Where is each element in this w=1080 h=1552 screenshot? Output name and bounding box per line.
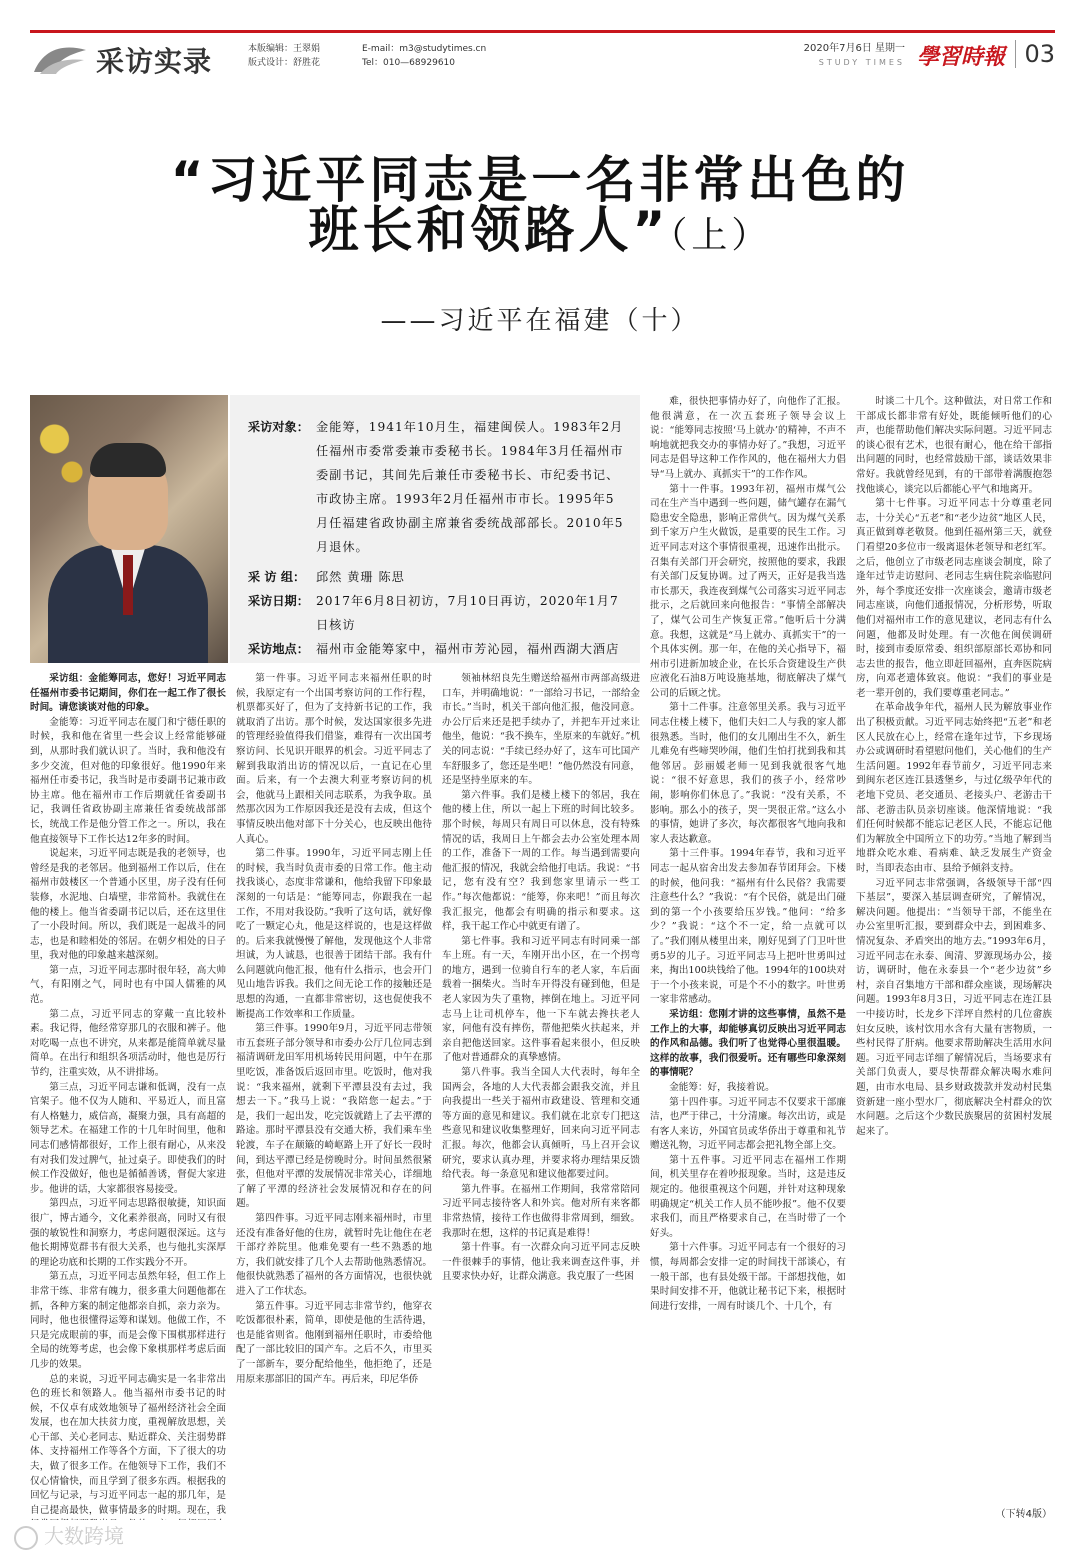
watermark-text: 大数跨境 <box>44 1524 124 1548</box>
info-label: 采访地点： <box>248 642 309 656</box>
headline-text: 班长和领路人” <box>308 201 670 259</box>
photo-tie <box>123 555 133 615</box>
watermark <box>14 1520 124 1550</box>
interview-question: 采访组：您刚才讲的这些事情，虽然不是工作上的大事，却能够真切反映出习近平同志的作风和品德。我们听了也觉得心里很温暖。这样的故事，我们很爱听。还有哪些印象深刻的事情呢？ <box>650 1008 846 1079</box>
continuation-note: （下转4版） <box>995 1509 1052 1520</box>
paper-name-en: STUDY TIMES <box>818 58 905 67</box>
headline-part: （上） <box>669 215 772 256</box>
article-paragraph: 第七件事。我和习近平同志有时同乘一部车上班。有一天，车刚开出小区，在一个拐弯的地方，遇到一位骑自行车的老人家，车后面载着一捆柴火。当时车开得没有碰到他，但是老人家因为失了重物，摔倒在地上。习近平同志马上让司机停车，他一下车就去搀扶老人家，问他有没有摔伤，帮他把柴火扶起来，并亲自把他送回家。这件事看起来很小，但反映了他对普通群众的真挚感情。 <box>442 935 640 1064</box>
article-column-5 <box>856 395 1052 1505</box>
headline-line-2 <box>0 190 1080 262</box>
article-paragraph: 总的来说，习近平同志确实是一名非常出色的班长和领路人。他当福州市委书记的时候，不仅卓有成效地领导了福州经济社会全面发展，也在加大扶贫力度，重视解放思想，关心干部、关心老同志、贴近群众、关注弱势群体、支持福州工作等各个方面，下了很大的功夫，做了很多工作。在他领导下工作，我们不仅心情愉快，而且学到了很多东西。根据我的回忆与记录，与习近平同志一起的那几年，是自己提高最快，做事情最多的时期。现在，我 <box>30 1373 226 1516</box>
designer-line: 版式设计：舒胜花 <box>248 58 321 68</box>
date-text: 2020年7月6日 星期一 <box>803 43 905 54</box>
info-value: 金能筹，1941年10月生，福建闽侯人。1983年2月任福州市委常委兼市委秘书长。1984年3月任福州市委副书记，其间先后兼任市委秘书长、市纪委书记、市政协主席。1993年2月任福州市市长。1995年5月任福建省政协副主席兼省委统战部部长。2010年5月退休。 <box>316 420 624 554</box>
tel-line: Tel：010—68929610 <box>362 58 455 68</box>
article-paragraph: 第二件事。1990年，习近平同志刚上任的时候，我当时负责市委的日常工作。他主动找我谈心，态度非常谦和，他给我留下印象最深刻的一句话是：“能筹同志，你跟我在一起工作，不用对我设防。”我听了这句话，就好像吃了一颗定心丸，他是这样说的，也是这样做的。后来我就慢慢了解他，发现他这个人非常坦诚，为人诚恳，也很善于团结干部。我有什么问题就向他汇报，他有什么指示，也会开门见山地告诉我。我们之间无论工作的接触还是思想的沟通，一直都非常密切，这也促使我不断提高工作效率和工作质量。 <box>236 848 432 1020</box>
article-paragraph: 第十七件事。习近平同志十分尊重老同志，十分关心“五老”和“老少边贫”地区人民，真正做到尊老敬贤。他到任福州第三天，就登门看望20多位市一级离退休老领导和老红军。之后，他创立了市级老同志座谈会制度，除了逢年过节走访慰问、老同志生病住院亲临慰问外，每个季度还安排一次座谈会，邀请市级老同志座谈，向他们通报情况，分析形势，听取他们对福州市工作的意见建议，老同志有什么问题，他都及时处理。有一次他在闽侯调研时，接到市委原常委、组织部原部长邓协和同志去世的报告，他立即赶回福州，直奔医院病房，向邓老遗体致哀。他说：“我们的事业是老一辈开创的，我们要尊重老同志。” <box>856 498 1052 699</box>
info-date <box>248 589 626 637</box>
interview-question: 采访组：金能筹同志，您好！习近平同志任福州市委书记期间，你们在一起工作了很长时间。请您谈谈对他的印象。 <box>30 673 226 714</box>
article-paragraph: 领袖林绍良先生赠送给福州市两部高级进口车，并明确地说：“一部给习书记，一部给金市长。”当时，机关干部向他汇报，他没同意。办公厅后来还是把手续办了，并把车开过来让他坐，他说：“我不换车，坐原来的车就好。”机关的同志说：“手续已经办好了，这车可比国产车舒服多了，您还是坐吧！”他仍然没有同意，还是坚持坐原来的车。 <box>442 673 640 787</box>
article-paragraph: 难，很快把事情办好了，向他作了汇报。他很满意，在一次五套班子领导会议上说：“能筹同志按照‘马上就办’的精神，不声不响地就把我交办的事情办好了。”我想，习近平同志是倡导这种工作作风的，他在福州大力倡导“马上就办、真抓实干”的工作作风。 <box>650 396 846 480</box>
article-paragraph: 第五件事。习近平同志非常节约，他穿衣吃饭都很朴素，简单，即使是他的生活待遇，也是能省则省。他刚到福州任职时，市委给他配了一部比较旧的国产车。之后不久，市里买了一部新车，要分配给他坐，他拒绝了，还是用原来那部旧的国产车。再后来，印尼华侨 <box>236 1300 432 1385</box>
info-label: 采访日期： <box>248 594 309 608</box>
article-paragraph: 第十五件事。习近平同志在福州工作期间，机关里存在着吵报现象。当时，这是违反规定的。他很重视这个问题，并针对这种现象明确规定“机关工作人员不能吵报”。他不仅要求我们，而且严格要求自己，在当时带了一个好头。 <box>650 1154 846 1239</box>
article-column-3 <box>442 672 640 1520</box>
interview-info-box <box>230 395 640 663</box>
article-paragraph: 第四件事。习近平同志刚来福州时，市里还没有准备好他的住房，就暂时先让他住在老干部疗养院里。他难免要有一些不熟悉的地方，我们就安排了几个人去帮助他熟悉情况。他很快就熟悉了福州的各方面情况，也很快就进入了工作状态。 <box>236 1212 432 1297</box>
column-name: 采访实录 <box>96 45 213 78</box>
contact-info <box>362 42 486 70</box>
article-paragraph: 说起来，习近平同志既是我的老领导，也曾经是我的老邻居。他到福州工作以后，住在福州市鼓楼区一个普通小区里，房子没有任何装修，水泥地、白墙壁，非常简朴。我就住在他的楼上。他当省委副书记以后，还在这里住了一小段时间。所以，我们既是一起战斗的同志，也是和睦相处的邻居。在朝夕相处的日子里，我对他的印象越来越深刻。 <box>30 848 226 962</box>
article-paragraph: 第十一件事。1993年初，福州市煤气公司在生产当中遇到一些问题，储气罐存在漏气隐患安全隐患，影响正常供气。因为煤气关系到千家万户生火做饭，是重要的民生工作。习近平同志对这个事情很重视，迅速作出批示。召集有关部门开会研究，按照他的要求，我跟有关部门反复协调。过了两天，正好是我当选市长那天，我连夜到煤气公司落实习近平同志批示，之后就回来向他报告：“事情全部解决了，煤气公司生产恢复正常。”他听后十分满意。我想，这就是“马上就办、真抓实干”的一个具体实例。那一年，在他的关心指导下，福州市引进新加坡企业，在长乐合资建设生产供应液化石油8万吨设施基地，彻底解决了煤气公司的后顾之忧。 <box>650 483 846 699</box>
photo-hair <box>90 443 166 477</box>
header-rule <box>30 30 1055 33</box>
article-paragraph: 金能筹：好，我接着说。 <box>669 1081 775 1093</box>
interviewee-photo <box>30 395 228 663</box>
info-value: 2017年6月8日初访，7月10日再访，2020年1月7日核访 <box>316 594 619 632</box>
article-paragraph: 第十三件事。1994年春节，我和习近平同志一起从宿舍出发去参加春节团拜会。下楼的时候，他问我：“福州有什么民俗？我需要注意些什么？”我说：“有个民俗，就是出门碰到的第一个小孩要给压岁钱。”他问：“给多少？”我说：“这个不一定，给一点就可以了。”我们刚从楼里出来，刚好见到了门卫叶世勇5岁的儿子。习近平同志马上把叶世勇叫过来，掏出100块钱给了他。1994年的100块对于一个小孩来说，可是个不小的数字。叶世勇一家非常感动。 <box>650 848 846 1006</box>
page-header <box>30 30 1055 82</box>
article-paragraph: 第二点，习近平同志的穿戴一直比较朴素。我记得，他经常穿那几的衣服和裤子。他对吃喝一点也不讲究，从来都是能简单就尽量简单。在出行和组织各项活动时，他也是厉行节约，注重实效，从不讲排场。 <box>30 1008 226 1079</box>
article-paragraph: 第三件事。1990年9月，习近平同志带领市五套班子部分领导和市委办公厅几位同志到福清调研龙田军用机场转民用问题，中午在那里吃饭，准备饭后返回市里。吃饭时，他对我说：“我来福州，就剩下平潭县没有去过，我想去一下。”我马上说：“我陪您一起去。”于是，我们一起出发，吃完饭就踏上了去平潭的路途。那时平潭县没有交通大桥，我们乘车坐轮渡，车子在颠簸的崎岖路上开了好长一段时间，到达平潭已经是傍晚时分。时间虽然很紧张，但他对平潭的发展情况非常关心，详细地了解了平潭的经济社会发展情况和存在的问题。 <box>236 1023 432 1210</box>
article-paragraph: 第八件事。我当全国人大代表时，每年全国两会，各地的人大代表都会跟我交流，并且向我提出一些关于福州市政建设、管理和交通等方面的意见和建议。我们就在北京专门把这些意见和建议收集整理好，回来向习近平同志汇报。每次，他都会认真倾听，马上召开会议研究，要求认真办理，并要求将办理结果反馈给代表。每一条意见和建议他都要过问。 <box>442 1067 640 1181</box>
article-paragraph: 第六件事。我们是楼上楼下的邻居，我在他的楼上住，所以一起上下班的时间比较多。那个时候，每周只有周日可以休息，没有特殊情况的话，我周日上午都会去办公室处理本周的工作，准备下一周的工作。每当遇到需要向他汇报的情况，我就会给他打电话。我说：“书记，您有没有空？我到您家里请示一些工作。”每次他都说：“能筹，你来吧！”而且每次我汇报完，他都会有明确的指示和要求。这样，我干起工作心中就更有谱了。 <box>442 789 640 933</box>
info-label: 采 访 组： <box>248 570 306 584</box>
editor-line: 本版编辑：王翠娟 <box>248 44 321 54</box>
article-paragraph: 第十件事。有一次群众向习近平同志反映一件很棘手的事情，他让我来调查这件事，并且要求快办好，让群众满意。我克服了一些困 <box>442 1242 640 1283</box>
article-paragraph: 第十二件事。注意邻里关系。我与习近平同志住楼上楼下，他们夫妇二人与我的家人都很熟悉。当时，他们的女儿刚出生不久，新生儿难免有些啼哭吵闹，他们生怕打扰到我和其他邻居。彭丽媛老师一见到我就很客气地说：“很不好意思，我们的孩子小，经常吵闹，影响你们休息了。”我说：“没有关系，不影响。那么小的孩子，哭一哭很正常。”这么小的事情，她讲了多次，每次都很客气地向我和家人表达歉意。 <box>650 702 846 845</box>
issue-date <box>804 42 905 70</box>
info-value: 福州市金能筹家中，福州市芳沁园，福州西湖大酒店 <box>316 642 620 656</box>
info-subject <box>248 415 626 559</box>
subheadline: ——习近平在福建（十） <box>380 306 700 336</box>
article-paragraph: 第一件事。习近平同志来福州任职的时候，我原定有一个出国考察访问的工作行程，机票都买好了，但为了支持新书记的工作，我就取消了出访。那个时候，发达国家很多先进的管理经验值得我们借鉴，难得有一次出国考察访问、长见识开眼界的机会。习近平同志了解到我取消出访的情况以后，一直记在心里面。后来，有一个去澳大利亚考察访问的机会，他就马上跟相关同志联系，为我争取。虽然那次因为工作原因我还是没有去成，但这个事情反映出他对部下十分关心，也反映出他待人真心。 <box>236 673 432 845</box>
masthead-logo: 學習時報 <box>916 44 1005 70</box>
article-paragraph: 第十四件事。习近平同志不仅要求干部廉洁，也严于律己，十分清廉。每次出访，或是有客人来访，外国官员或华侨出于尊重和礼节赠送礼物，习近平同志都会把礼物全部上交。 <box>650 1096 846 1152</box>
article-column-4 <box>650 395 846 1520</box>
article-paragraph: 第一点，习近平同志那时很年轻，高大帅气，有阳刚之气，同时也有中国人儒雅的风范。 <box>30 964 226 1006</box>
editor-credits <box>248 42 320 70</box>
article-paragraph: 金能筹：习近平同志在厦门和宁德任职的时候，我和他在省里一些会议上经常能够碰到，从那时我们就认识了。当时，我和他没有多少交流，但对他的印象很好。他1990年来福州任市委书记，我当时是市委副书记兼市政协主席。他在福州市工作后期就任省委副书记，我调任省政协副主席兼任省委统战部部长，统战工作是他分管工作之一。所以，我在他直接领导下工作长达12年多的时间。 <box>30 716 226 845</box>
article-paragraph: 第五点，习近平同志虽然年轻，但工作上非常干练、非常有魄力，很多重大问题他都在抓，各种方案的制定他都亲自抓，亲力亲为。同时，他也很懂得运筹和谋划。他做工作，不只是完成眼前的事，而是会像下围棋那样进行全局的统筹考虑，也会像下象棋那样考虑后面几步的效果。 <box>30 1271 226 1370</box>
article-paragraph: 时谈二十几个。这种做法，对日常工作和干部成长都非常有好处，既能倾听他们的心声，也能帮助他们解决实际问题。习近平同志的谈心很有艺术，也很有耐心，他在给干部指出问题的同时，也经常鼓励干部，谈话效果非常好。我就曾经见到，有的干部带着满腹抱怨找他谈心，谈完以后都能心平气和地离开。 <box>856 396 1052 495</box>
article-paragraph: 习近平同志非常强调，各级领导干部“四下基层”，要深入基层调查研究，了解情况，解决问题。他提出：“当领导干部，不能坐在办公室里听汇报，要到群众中去，到困难多、情况复杂、矛盾突出的地方去。”1993年6月，习近平同志在永泰、闽清、罗源现场办公，接访，调研时，他在永泰县一个“老少边贫”乡村，亲自召集地方干部和群众座谈，现场解决问题。1993年8月3日，习近平同志在连江县一中接访时，长龙乡下洋坪自然村的几位畲族妇女反映，该村饮用水含有大量有害物质，一些村民得了肝病。他要求帮助解决生活用水问题。习近平同志详细了解情况后，当场要求有关部门负责人，要尽快帮群众解决喝水难问题，由市水电局、县乡财政拨款并发动村民集资新建一座小型水厂，彻底解决全村群众的饮水问题。之后这个少数民族聚居的贫困村发展起来了。 <box>856 877 1052 1137</box>
info-place <box>248 637 626 661</box>
article-paragraph: 第四点，习近平同志思路很敏捷，知识面很广，博古通今，文化素养很高，同时又有很强的敏锐性和洞察力，考虑问题很深远。这与他长期博览群书有很大关系，也与他扎实深厚的理论功底和长期的工作实践分不开。 <box>30 1198 226 1268</box>
article-paragraph: 第三点，习近平同志谦和低调，没有一点官架子。他不仅为人随和、平易近人，而且富有人格魅力，威信高，凝聚力强，具有高超的领导艺术。在福建工作的十几年时间里，他和同志们感情都很好，工作上很有耐心，从来没有对我们发过脾气，扯过桌子。即使我们的时候工作没做好，他也是循循善诱，督促大家进步。他讲的话，大家都很容易接受。 <box>30 1081 226 1195</box>
info-label: 采访对象： <box>248 420 309 434</box>
article-column-2 <box>236 672 432 1520</box>
watermark-icon <box>14 1526 38 1550</box>
article-paragraph: 第九件事。在福州工作期间，我常常陪同习近平同志接待客人和外宾。他对所有来客都非常热情，接待工作也做得非常周到，细致。我那时在想，这样的书记真是难得！ <box>442 1183 640 1239</box>
column-logo-icon <box>30 42 92 78</box>
article-paragraph: 第十六件事。习近平同志有一个很好的习惯，每周都会安排一定的时间找干部谈心，有一般干部，也有县处级干部。干部想找他，如果时间安排不开，他就让秘书记下来，根据时间进行安排，一周有时谈几个、十几个，有 <box>650 1242 846 1312</box>
article-paragraph: 在革命战争年代，福州人民为解放事业作出了积极贡献。习近平同志始终把“五老”和老区人民放在心上，经常在逢年过节，下乡现场办公或调研时看望慰问他们，关心他们的生产生活问题。1992年春节前夕，习近平同志来到闽东老区连江县透堡乡，与过亿级孕年代的老地下党员、老交通员、老接头户、老游击干部、老游击队员亲切座谈。他深情地说：“我们任何时候都不能忘记老区人民，不能忘记他们为解放全中国所立下的功劳。”当地了解到当地群众吃水难、看病难、缺乏发展生产资金时，当即表态由市、县给予倾斜支持。 <box>856 702 1052 874</box>
info-team <box>248 565 626 589</box>
headline-line-1: “习近平同志是一名非常出色的 <box>170 151 910 209</box>
email-line: E-mail：m3@studytimes.cn <box>362 44 487 54</box>
page-number: 03 <box>1015 40 1055 68</box>
info-value: 邱然 黄珊 陈思 <box>316 570 405 584</box>
article-column-1 <box>30 672 226 1520</box>
